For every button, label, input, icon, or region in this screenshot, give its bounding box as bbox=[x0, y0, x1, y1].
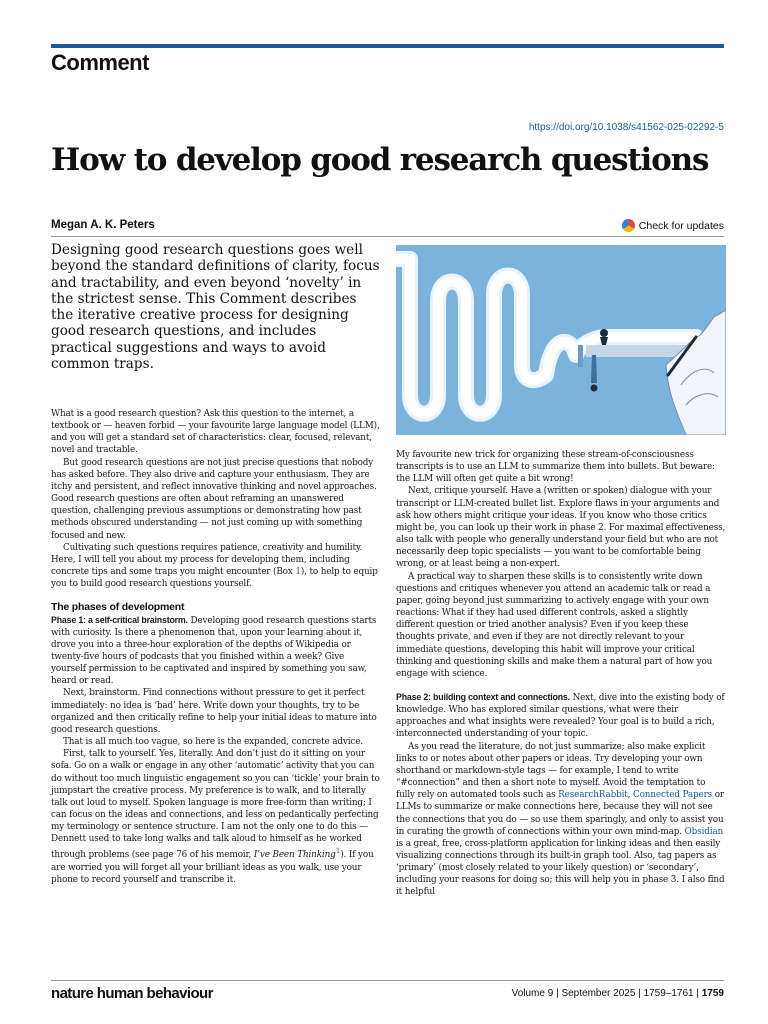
check-updates-label: Check for updates bbox=[638, 219, 724, 232]
paragraph bbox=[51, 614, 381, 688]
text: or LLMs to summarize or make connections here, because they will not see the connections that you do — so use them sparingly, and only to assist you in curating the growth of connections within your own mind-map. bbox=[396, 790, 724, 837]
paragraph: What is a good research question? Ask this question to the internet, a textbook or — heaven forbid — your favourite large language model (LLM), and you will get a standard set of characteristics: clear, focused, relevant, novel and tractable. bbox=[51, 409, 380, 456]
text: Next, dive into the existing body of knowledge. Who has explored similar questions, what were their approaches and what insights were revealed? Your goal is to build a rich, interconnected understanding of your topic. bbox=[396, 692, 725, 740]
text: ). If you are worried you will forget all your brilliant ideas as you walk, use your phone to record yourself and transcribe it. bbox=[51, 850, 374, 885]
footer-rule bbox=[51, 980, 724, 981]
paragraph: Next, critique yourself. Have a (written or spoken) dialogue with your transcript or LLM-created bullet list. Explore flaws in your arguments and ask how others might critique your ideas. If you know who those critics might be, you can look up their work in phase 2. For maximal effectiveness, also talk with people who generally understand your field but who are not necessarily deep topic specialists — you want to be comfortable being wrong, or at least being a non-expert. bbox=[396, 486, 726, 570]
standfirst: Designing good research questions goes well beyond the standard definitions of clarity, focus and tractability, and even beyond ‘novelty’ in the strictest sense. This Comment describes the iterative creative process for designing good research questions, and includes practical suggestions and ways to avoid common traps. bbox=[51, 242, 380, 373]
paragraph: A practical way to sharpen these skills is to consistently write down questions and critiques whenever you attend an academic talk or read a paper, going beyond just summarizing to actively engage with your own reactions: What if they had used different controls, asked a slightly different question or tried another analysis? Even if you keep these thoughts private, and even if they are not directly relevant to your immediate questions, developing this habit will improve your critical thinking and questioning skills and make them a natural part of how you engage with science. bbox=[396, 571, 713, 679]
paragraph bbox=[51, 542, 381, 591]
run-in-heading: Phase 1: a self-critical brainstorm. bbox=[51, 614, 188, 625]
text: First, talk to yourself. Yes, literally. And don’t just do it sitting on your sofa. Go on a walk or engage in any other ‘automatic’ activity that you can do without too much linguistic engagement so you can ‘tickle’ your brain to jumpstart the creative process. My preference is to walk, and to literally talk out loud to myself. Spoken language is more free-form than writing; I can focus on the ideas and connections, and less on pedantically perfecting my terminology or sentence structure. I am not the only one to do this — Dennett used to take long walks and talk aloud to himself as he worked through problems (see page 76 of his memoir, bbox=[51, 749, 380, 861]
paragraph: But good research questions are not just precise questions that nobody has asked before. They also drive and capture your enthusiasm. They are itchy and persistent, and reflect innovative thinking and novel approaches. Good research questions are often about reframing an unanswered question, challenging previous assumptions or demonstrating how past methods obscured understanding — not just coming up with something focused and new. bbox=[51, 457, 377, 541]
section-label: Comment bbox=[51, 50, 149, 75]
left-column bbox=[51, 408, 381, 886]
paragraph bbox=[51, 748, 381, 886]
volume-text: Volume 9 | September 2025 | 1759–1761 | bbox=[511, 988, 702, 999]
section-heading: The phases of development bbox=[51, 601, 185, 614]
text: ), to help to equip you to build good research questions yourself. bbox=[51, 567, 378, 590]
journal-name: nature human behaviour bbox=[51, 985, 213, 1002]
article-title: How to develop good research questions bbox=[51, 142, 709, 178]
paragraph: Next, brainstorm. Find connections without pressure to get it perfect immediately: no idea is ‘bad’ here. Write down your thoughts, try to be organized and then critically refine to help your initial ideas to mature into good research questions. bbox=[51, 688, 377, 735]
top-rule bbox=[51, 44, 724, 48]
text: is a great, free, cross-platform application for linking ideas and then easily visualizing connections through its built-in graph tool. Also, tag papers as ‘primary’ (most closely related to your likely question) or ‘secondary’, including your reasons for doing so; this will help you in phase 3. I also find it helpful bbox=[396, 838, 725, 898]
paragraph bbox=[396, 741, 726, 899]
text: Cultivating such questions requires patience, creativity and humility. Here, I will tell you about my process for developing them, including concrete tips and some traps you might encounter (Box bbox=[51, 542, 363, 578]
check-updates-button[interactable] bbox=[622, 219, 724, 232]
illustration bbox=[396, 245, 726, 435]
obsidian-link[interactable]: Obsidian bbox=[684, 826, 724, 837]
page-number: 1759 bbox=[701, 988, 724, 999]
illustration-drawing bbox=[396, 245, 726, 435]
doi-link[interactable]: https://doi.org/10.1038/s41562-025-02292-5 bbox=[528, 122, 724, 133]
paragraph: My favourite new trick for organizing these stream-of-consciousness transcripts is to use an LLM to summarize them into bullets. But beware: the LLM will often get quite a bit wrong! bbox=[396, 450, 715, 485]
text: , bbox=[627, 790, 634, 801]
check-updates-icon bbox=[622, 219, 635, 232]
author-rule bbox=[51, 236, 724, 237]
author-name: Megan A. K. Peters bbox=[51, 219, 155, 231]
spacer bbox=[396, 680, 726, 691]
right-column bbox=[396, 449, 726, 899]
volume-info bbox=[512, 988, 724, 999]
connected-papers-link[interactable]: Connected Papers bbox=[633, 790, 713, 801]
text: As you read the literature, do not just summarize; also make explicit links to or notes about other papers or ideas. Try developing your own shorthand or markdown-style tags — for example, I tend to write “#connection” and then a short note to myself. Avoid the temptation to fully rely on automated tools such as bbox=[396, 741, 706, 801]
run-in-heading: Phase 2: building context and connections. bbox=[396, 691, 570, 702]
paragraph bbox=[396, 691, 726, 741]
citation-link[interactable]: 1 bbox=[335, 846, 341, 856]
paragraph: That is all much too vague, so here is the expanded, concrete advice. bbox=[63, 737, 363, 748]
researchrabbit-link[interactable]: ResearchRabbit bbox=[558, 790, 628, 801]
book-title: I’ve Been Thinking bbox=[253, 850, 336, 861]
text: Developing good research questions starts with curiosity. Is there a phenomenon that, upon your learning about it, drove you into a three-hour exploration of the depths of Wikipedia or twenty-five hours of podcasts that you finished within a week? Give yourself permission to be captivated and inspired by something you saw, heard or read. bbox=[51, 615, 377, 687]
box-reference-link[interactable]: 1 bbox=[295, 567, 301, 578]
